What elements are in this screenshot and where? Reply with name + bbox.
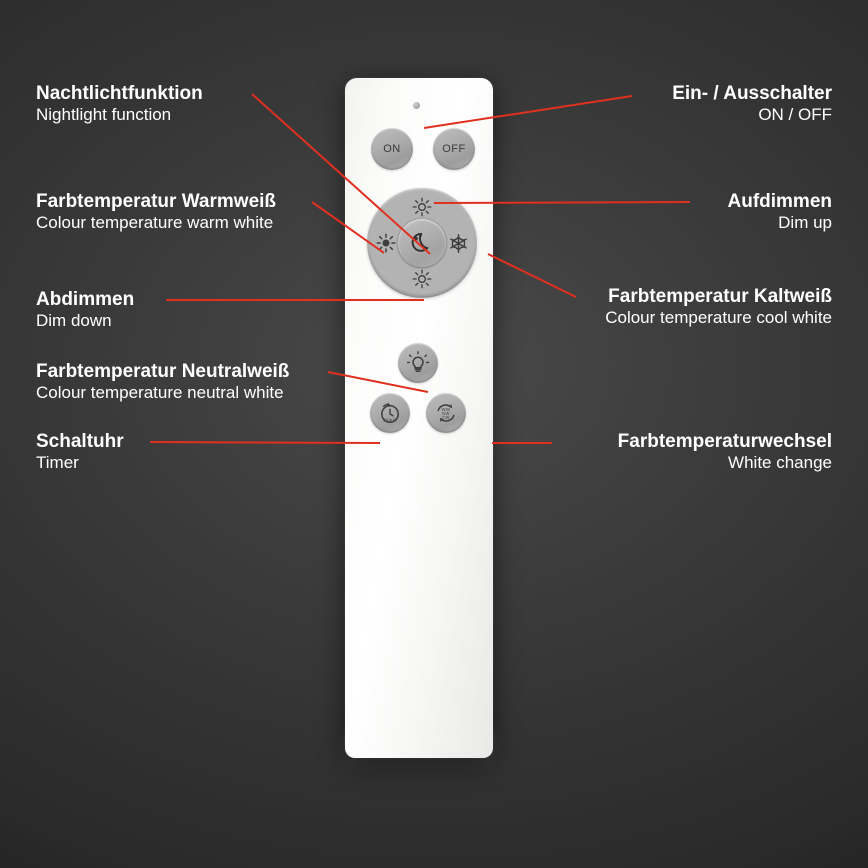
callout-nightlight [36,82,203,126]
off-button[interactable] [433,128,475,170]
sun-warm-icon [376,233,396,253]
svg-text:NW: NW [442,411,450,417]
moon-stars-icon [407,228,437,258]
bulb-icon [406,351,430,375]
callout-dim-down [36,288,134,332]
callout-power [672,82,832,126]
callout-warm-white-de: Farbtemperatur Warmweiß [36,191,277,212]
cool-white-button[interactable] [445,230,471,256]
svg-text:CW: CW [442,415,450,420]
neutral-white-button[interactable] [398,343,438,383]
callout-white-change-de: Farbtemperaturwechsel [617,431,832,452]
svg-text:30min: 30min [383,417,397,423]
callout-power-de: Ein- / Ausschalter [672,83,832,104]
callout-power-en: ON / OFF [758,105,832,125]
callout-nightlight-de: Nachtlichtfunktion [36,83,203,104]
sun-icon [412,197,432,217]
dim-down-button[interactable] [409,266,435,292]
callout-timer [36,430,124,474]
dim-up-button[interactable] [409,194,435,220]
svg-text:WW: WW [441,407,451,413]
callout-cool-white [605,285,832,329]
callout-neutral-white-en: Colour temperature neutral white [36,383,284,403]
callout-dim-up-de: Aufdimmen [727,191,832,212]
warm-white-button[interactable] [373,230,399,256]
callout-white-change [618,430,832,474]
timer-button[interactable] [370,393,410,433]
callout-white-change-en: White change [728,453,832,473]
callout-dim-down-en: Dim down [36,311,112,331]
led-indicator-icon [413,102,420,109]
callout-dim-up-en: Dim up [778,213,832,233]
callout-timer-de: Schaltuhr [36,431,124,452]
callout-neutral-white-de: Farbtemperatur Neutralweiß [36,361,290,382]
callout-dim-down-de: Abdimmen [36,289,135,310]
control-ring[interactable] [367,188,477,298]
off-button-label: OFF [442,143,466,155]
callout-warm-white [36,190,276,234]
nightlight-button[interactable] [398,219,446,267]
timer-30min-icon [377,400,403,426]
callout-warm-white-en: Colour temperature warm white [36,213,274,233]
callout-timer-en: Timer [36,453,79,473]
callout-nightlight-en: Nightlight function [36,105,172,125]
sun-icon [412,269,432,289]
on-button-label: ON [383,143,401,155]
on-button[interactable] [371,128,413,170]
callout-dim-up [728,190,833,234]
remote-control-body [345,78,493,758]
white-change-icon [433,400,459,426]
callout-neutral-white [36,360,289,404]
callout-cool-white-de: Farbtemperatur Kaltweiß [608,286,832,307]
snowflake-icon [448,233,469,254]
callout-cool-white-en: Colour temperature cool white [605,308,832,328]
white-change-button[interactable] [426,393,466,433]
